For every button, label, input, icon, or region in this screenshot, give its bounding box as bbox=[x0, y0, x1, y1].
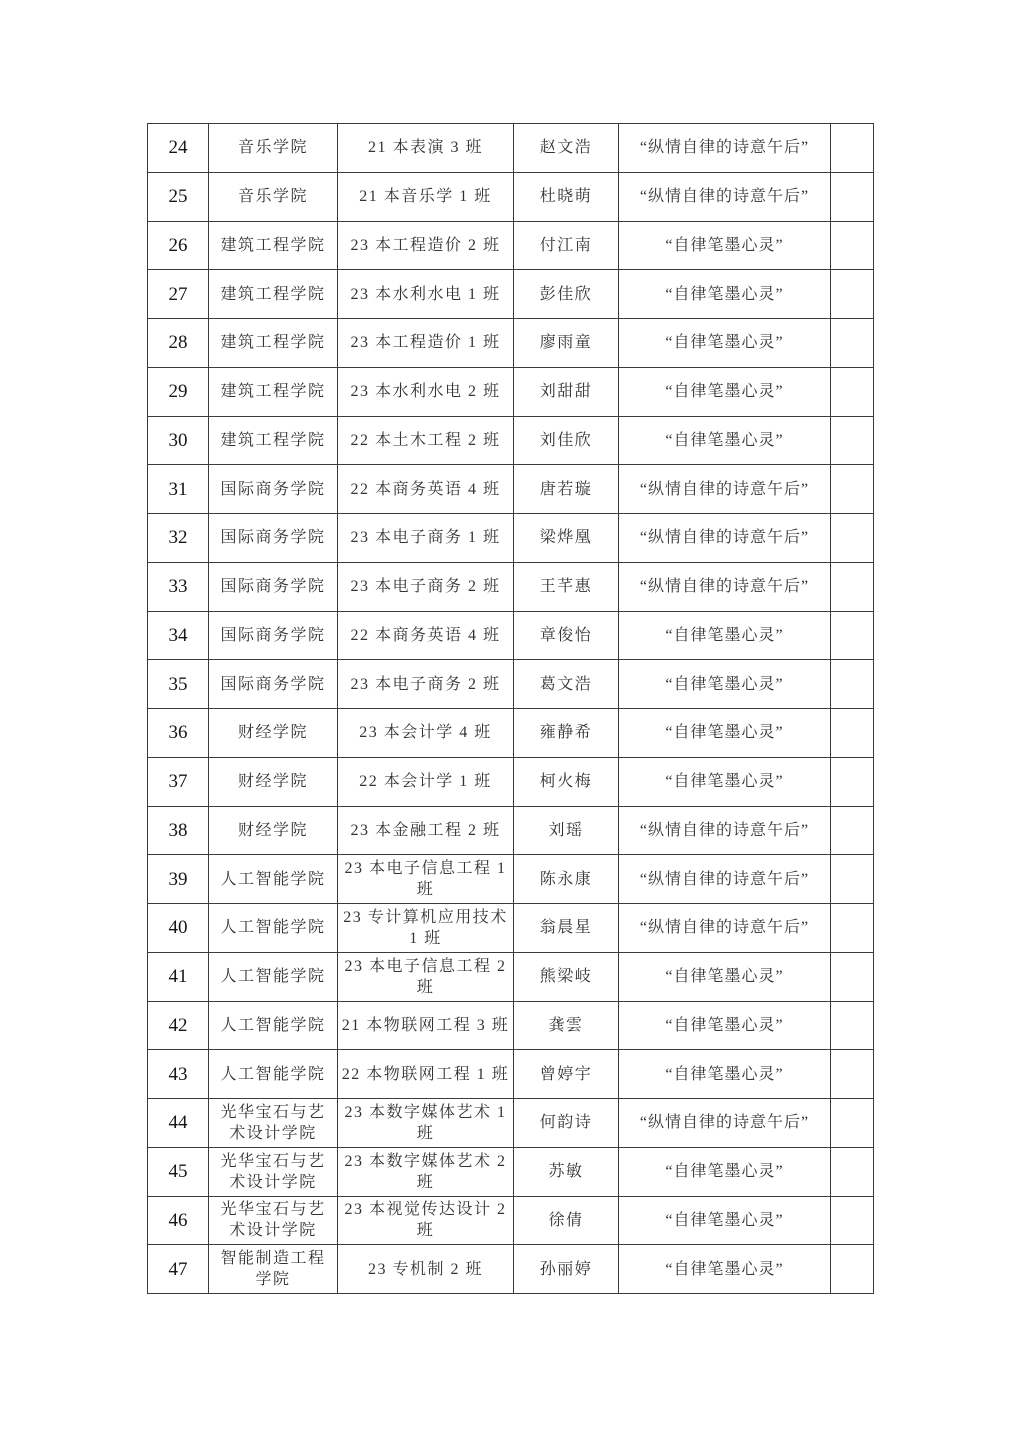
cell-student-name: 唐若璇 bbox=[514, 465, 619, 514]
cell-theme-title: “自律笔墨心灵” bbox=[619, 1050, 831, 1099]
cell-row-number: 47 bbox=[148, 1245, 209, 1294]
cell-class-name: 22 本土木工程 2 班 bbox=[338, 416, 514, 465]
cell-row-number: 29 bbox=[148, 367, 209, 416]
cell-class-name: 23 本金融工程 2 班 bbox=[338, 806, 514, 855]
cell-row-number: 46 bbox=[148, 1196, 209, 1245]
cell-row-number: 45 bbox=[148, 1147, 209, 1196]
cell-theme-title: “自律笔墨心灵” bbox=[619, 1147, 831, 1196]
cell-student-name: 彭佳欣 bbox=[514, 270, 619, 319]
table-row bbox=[148, 660, 874, 709]
cell-class-name: 23 本水利水电 1 班 bbox=[338, 270, 514, 319]
cell-theme-title: “自律笔墨心灵” bbox=[619, 757, 831, 806]
cell-row-number: 32 bbox=[148, 514, 209, 563]
table-row bbox=[148, 319, 874, 368]
cell-class-name: 23 专计算机应用技术 1 班 bbox=[338, 904, 514, 953]
cell-student-name: 赵文浩 bbox=[514, 124, 619, 173]
cell-theme-title: “纵情自律的诗意午后” bbox=[619, 514, 831, 563]
cell-student-name: 苏敏 bbox=[514, 1147, 619, 1196]
cell-class-name: 22 本商务英语 4 班 bbox=[338, 611, 514, 660]
table-row bbox=[148, 1099, 874, 1148]
cell-note bbox=[831, 416, 874, 465]
table-row bbox=[148, 1147, 874, 1196]
table-row bbox=[148, 562, 874, 611]
cell-note bbox=[831, 172, 874, 221]
cell-student-name: 章俊怡 bbox=[514, 611, 619, 660]
cell-class-name: 23 本水利水电 2 班 bbox=[338, 367, 514, 416]
cell-college-name: 财经学院 bbox=[209, 757, 338, 806]
cell-row-number: 44 bbox=[148, 1099, 209, 1148]
cell-row-number: 25 bbox=[148, 172, 209, 221]
cell-row-number: 31 bbox=[148, 465, 209, 514]
cell-theme-title: “自律笔墨心灵” bbox=[619, 270, 831, 319]
cell-class-name: 23 专机制 2 班 bbox=[338, 1245, 514, 1294]
cell-class-name: 21 本音乐学 1 班 bbox=[338, 172, 514, 221]
cell-college-name: 音乐学院 bbox=[209, 124, 338, 173]
table-row bbox=[148, 124, 874, 173]
cell-college-name: 国际商务学院 bbox=[209, 660, 338, 709]
table-row bbox=[148, 221, 874, 270]
cell-theme-title: “自律笔墨心灵” bbox=[619, 319, 831, 368]
cell-note bbox=[831, 1001, 874, 1050]
table-row bbox=[148, 1245, 874, 1294]
cell-college-name: 光华宝石与艺术设计学院 bbox=[209, 1099, 338, 1148]
cell-note bbox=[831, 367, 874, 416]
cell-note bbox=[831, 319, 874, 368]
cell-theme-title: “纵情自律的诗意午后” bbox=[619, 465, 831, 514]
cell-college-name: 建筑工程学院 bbox=[209, 367, 338, 416]
cell-row-number: 30 bbox=[148, 416, 209, 465]
cell-note bbox=[831, 562, 874, 611]
cell-row-number: 39 bbox=[148, 855, 209, 904]
cell-row-number: 36 bbox=[148, 709, 209, 758]
cell-note bbox=[831, 1196, 874, 1245]
cell-note bbox=[831, 514, 874, 563]
cell-student-name: 刘甜甜 bbox=[514, 367, 619, 416]
table-row bbox=[148, 270, 874, 319]
cell-theme-title: “自律笔墨心灵” bbox=[619, 660, 831, 709]
cell-theme-title: “自律笔墨心灵” bbox=[619, 416, 831, 465]
cell-student-name: 杜晓萌 bbox=[514, 172, 619, 221]
cell-note bbox=[831, 660, 874, 709]
cell-note bbox=[831, 1050, 874, 1099]
cell-row-number: 35 bbox=[148, 660, 209, 709]
cell-class-name: 23 本工程造价 2 班 bbox=[338, 221, 514, 270]
cell-note bbox=[831, 221, 874, 270]
cell-college-name: 建筑工程学院 bbox=[209, 319, 338, 368]
cell-student-name: 王芊惠 bbox=[514, 562, 619, 611]
cell-note bbox=[831, 611, 874, 660]
cell-student-name: 翁晨星 bbox=[514, 904, 619, 953]
cell-row-number: 24 bbox=[148, 124, 209, 173]
table-row bbox=[148, 416, 874, 465]
table-row bbox=[148, 611, 874, 660]
cell-class-name: 22 本会计学 1 班 bbox=[338, 757, 514, 806]
cell-theme-title: “纵情自律的诗意午后” bbox=[619, 855, 831, 904]
cell-row-number: 37 bbox=[148, 757, 209, 806]
cell-row-number: 33 bbox=[148, 562, 209, 611]
cell-student-name: 徐倩 bbox=[514, 1196, 619, 1245]
cell-student-name: 廖雨童 bbox=[514, 319, 619, 368]
cell-class-name: 22 本物联网工程 1 班 bbox=[338, 1050, 514, 1099]
cell-college-name: 光华宝石与艺术设计学院 bbox=[209, 1147, 338, 1196]
cell-row-number: 26 bbox=[148, 221, 209, 270]
cell-note bbox=[831, 1245, 874, 1294]
cell-row-number: 41 bbox=[148, 952, 209, 1001]
cell-class-name: 23 本数字媒体艺术 2 班 bbox=[338, 1147, 514, 1196]
cell-theme-title: “自律笔墨心灵” bbox=[619, 952, 831, 1001]
cell-student-name: 付江南 bbox=[514, 221, 619, 270]
cell-class-name: 23 本电子信息工程 2 班 bbox=[338, 952, 514, 1001]
cell-row-number: 28 bbox=[148, 319, 209, 368]
cell-college-name: 国际商务学院 bbox=[209, 562, 338, 611]
cell-note bbox=[831, 1099, 874, 1148]
cell-theme-title: “自律笔墨心灵” bbox=[619, 611, 831, 660]
cell-class-name: 23 本数字媒体艺术 1 班 bbox=[338, 1099, 514, 1148]
cell-class-name: 23 本会计学 4 班 bbox=[338, 709, 514, 758]
cell-college-name: 财经学院 bbox=[209, 806, 338, 855]
cell-student-name: 孙丽婷 bbox=[514, 1245, 619, 1294]
cell-college-name: 光华宝石与艺术设计学院 bbox=[209, 1196, 338, 1245]
cell-college-name: 财经学院 bbox=[209, 709, 338, 758]
cell-theme-title: “纵情自律的诗意午后” bbox=[619, 562, 831, 611]
cell-theme-title: “纵情自律的诗意午后” bbox=[619, 806, 831, 855]
cell-class-name: 21 本表演 3 班 bbox=[338, 124, 514, 173]
cell-class-name: 21 本物联网工程 3 班 bbox=[338, 1001, 514, 1050]
cell-theme-title: “自律笔墨心灵” bbox=[619, 1245, 831, 1294]
cell-class-name: 22 本商务英语 4 班 bbox=[338, 465, 514, 514]
roster-body bbox=[148, 124, 874, 1294]
cell-class-name: 23 本电子商务 2 班 bbox=[338, 660, 514, 709]
table-row bbox=[148, 465, 874, 514]
cell-student-name: 龚雲 bbox=[514, 1001, 619, 1050]
cell-college-name: 智能制造工程学院 bbox=[209, 1245, 338, 1294]
table-row bbox=[148, 952, 874, 1001]
cell-note bbox=[831, 709, 874, 758]
cell-theme-title: “自律笔墨心灵” bbox=[619, 1001, 831, 1050]
cell-theme-title: “自律笔墨心灵” bbox=[619, 221, 831, 270]
table-row bbox=[148, 514, 874, 563]
cell-college-name: 建筑工程学院 bbox=[209, 270, 338, 319]
cell-row-number: 42 bbox=[148, 1001, 209, 1050]
cell-college-name: 人工智能学院 bbox=[209, 855, 338, 904]
cell-student-name: 雍静希 bbox=[514, 709, 619, 758]
cell-college-name: 国际商务学院 bbox=[209, 514, 338, 563]
cell-college-name: 音乐学院 bbox=[209, 172, 338, 221]
table-row bbox=[148, 757, 874, 806]
cell-row-number: 27 bbox=[148, 270, 209, 319]
cell-student-name: 刘瑶 bbox=[514, 806, 619, 855]
cell-class-name: 23 本电子商务 2 班 bbox=[338, 562, 514, 611]
cell-class-name: 23 本工程造价 1 班 bbox=[338, 319, 514, 368]
cell-college-name: 人工智能学院 bbox=[209, 904, 338, 953]
cell-row-number: 38 bbox=[148, 806, 209, 855]
cell-theme-title: “自律笔墨心灵” bbox=[619, 1196, 831, 1245]
cell-class-name: 23 本电子商务 1 班 bbox=[338, 514, 514, 563]
cell-student-name: 刘佳欣 bbox=[514, 416, 619, 465]
table-row bbox=[148, 709, 874, 758]
cell-theme-title: “纵情自律的诗意午后” bbox=[619, 172, 831, 221]
table-row bbox=[148, 1196, 874, 1245]
cell-college-name: 人工智能学院 bbox=[209, 1050, 338, 1099]
cell-theme-title: “纵情自律的诗意午后” bbox=[619, 124, 831, 173]
cell-theme-title: “纵情自律的诗意午后” bbox=[619, 904, 831, 953]
cell-note bbox=[831, 270, 874, 319]
table-row bbox=[148, 367, 874, 416]
cell-college-name: 人工智能学院 bbox=[209, 1001, 338, 1050]
cell-theme-title: “纵情自律的诗意午后” bbox=[619, 1099, 831, 1148]
cell-note bbox=[831, 124, 874, 173]
cell-college-name: 建筑工程学院 bbox=[209, 221, 338, 270]
table-row bbox=[148, 1001, 874, 1050]
cell-row-number: 40 bbox=[148, 904, 209, 953]
cell-college-name: 人工智能学院 bbox=[209, 952, 338, 1001]
table-row bbox=[148, 904, 874, 953]
cell-student-name: 何韵诗 bbox=[514, 1099, 619, 1148]
cell-note bbox=[831, 757, 874, 806]
cell-row-number: 34 bbox=[148, 611, 209, 660]
cell-student-name: 陈永康 bbox=[514, 855, 619, 904]
cell-college-name: 国际商务学院 bbox=[209, 465, 338, 514]
cell-student-name: 梁烨凰 bbox=[514, 514, 619, 563]
cell-student-name: 葛文浩 bbox=[514, 660, 619, 709]
cell-theme-title: “自律笔墨心灵” bbox=[619, 709, 831, 758]
cell-student-name: 柯火梅 bbox=[514, 757, 619, 806]
cell-note bbox=[831, 904, 874, 953]
cell-row-number: 43 bbox=[148, 1050, 209, 1099]
table-row bbox=[148, 806, 874, 855]
cell-college-name: 建筑工程学院 bbox=[209, 416, 338, 465]
cell-note bbox=[831, 855, 874, 904]
table-row bbox=[148, 1050, 874, 1099]
cell-student-name: 熊梁岐 bbox=[514, 952, 619, 1001]
cell-class-name: 23 本视觉传达设计 2 班 bbox=[338, 1196, 514, 1245]
cell-note bbox=[831, 952, 874, 1001]
cell-class-name: 23 本电子信息工程 1 班 bbox=[338, 855, 514, 904]
cell-note bbox=[831, 1147, 874, 1196]
cell-note bbox=[831, 465, 874, 514]
cell-note bbox=[831, 806, 874, 855]
cell-student-name: 曾婷宇 bbox=[514, 1050, 619, 1099]
table-row bbox=[148, 855, 874, 904]
cell-college-name: 国际商务学院 bbox=[209, 611, 338, 660]
cell-theme-title: “自律笔墨心灵” bbox=[619, 367, 831, 416]
table-row bbox=[148, 172, 874, 221]
student-roster-table bbox=[147, 123, 874, 1294]
